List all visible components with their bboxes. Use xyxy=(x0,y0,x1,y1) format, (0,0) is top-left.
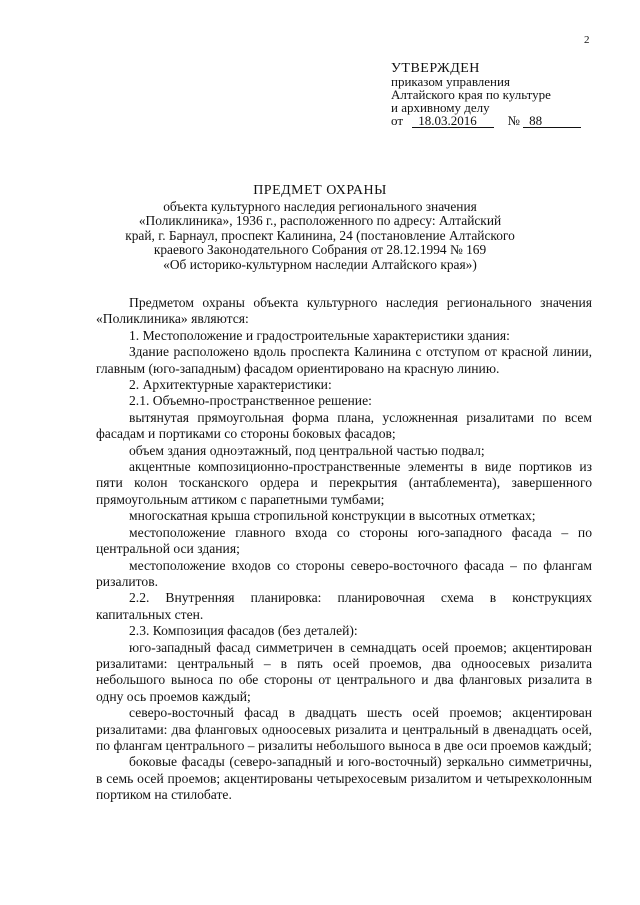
paragraph: 2.3. Композиция фасадов (без деталей): xyxy=(129,623,358,639)
header-line: объекта культурного наследия регионального значения xyxy=(163,198,477,214)
paragraph: 2.2. Внутренняя планировка: планировочная схема в конструкциях капитальных стен. xyxy=(96,590,592,622)
approval-date-line xyxy=(391,114,621,128)
paragraph: Предметом охраны объекта культурного наследия регионального значения «Поликлиника» являются: xyxy=(96,295,592,327)
paragraph: боковые фасады (северо-западный и юго-восточный) зеркально симметричны, в семь осей проемов; акцентированы четырехосевым ризалитом и четырехколонным портиком на стилобате. xyxy=(96,754,592,803)
paragraph: юго-западный фасад симметричен в семнадцать осей проемов; акцентирован ризалитами: центральный – в пять осей проемов, два одноосевых ризалита небольшого выноса по обе стороны от центрального и два фланговых ризалита в одну ось проемов каждый; xyxy=(96,639,592,704)
approval-from-label: от xyxy=(391,113,404,128)
approval-title: УТВЕРЖДЕН xyxy=(391,61,480,76)
paragraph: местоположение входов со стороны северо-восточного фасада – по флангам ризалитов. xyxy=(96,557,592,589)
paragraph: многоскатная крыша стропильной конструкции в высотных отметках; xyxy=(129,508,536,524)
document-header xyxy=(120,184,520,273)
approval-number-label: № xyxy=(507,113,520,128)
approval-line-2: Алтайского края по культуре xyxy=(391,87,551,102)
paragraph: 2.1. Объемно-пространственное решение: xyxy=(129,393,372,409)
header-line: краевого Законодательного Собрания от 28.12.1994 № 169 xyxy=(153,242,487,258)
page-number: 2 xyxy=(584,34,590,46)
approval-line-1: приказом управления xyxy=(391,74,510,89)
paragraph: 1. Местоположение и градостроительные характеристики здания: xyxy=(129,327,510,343)
header-line: «Поликлиника», 1936 г., расположенного по адресу: Алтайский xyxy=(138,213,502,229)
paragraph: акцентные композиционно-пространственные элементы в виде портиков из пяти колон тосканского ордера и перекрытия (антаблемента), завершенного прямоугольным аттиком с парапетными тумбами; xyxy=(96,459,592,507)
approval-stamp xyxy=(391,62,621,128)
paragraph: местоположение главного входа со стороны юго-западного фасада – по центральной оси здания; xyxy=(96,524,592,557)
approval-number: 88 xyxy=(523,115,581,128)
paragraph: Здание расположено вдоль проспекта Калинина с отступом от красной линии, главным (юго-западным) фасадом ориентировано на красную линию. xyxy=(96,344,592,376)
paragraph: объем здания одноэтажный, под центральной частью подвал; xyxy=(129,442,485,458)
paragraph: вытянутая прямоугольная форма плана, усложненная ризалитами по всем фасадам и портиками со стороны боковых фасадов; xyxy=(96,409,592,442)
document-body xyxy=(96,295,592,804)
header-line: «Об историко-культурном наследии Алтайского края») xyxy=(163,256,477,272)
paragraph: 2. Архитектурные характеристики: xyxy=(129,377,332,393)
header-line: край, г. Барнаул, проспект Калинина, 24 (постановление Алтайского xyxy=(125,227,515,243)
paragraph: северо-восточный фасад в двадцать шесть осей проемов; акцентирован ризалитами: два фланговых одноосевых ризалита и центральный в двенадцать осей, по флангам центрального – ризалиты небольшого выноса в две оси проемов каждый; xyxy=(96,705,592,753)
approval-date: 18.03.2016 xyxy=(412,115,494,128)
approval-line-3: и архивному делу xyxy=(391,100,490,115)
document-title: ПРЕДМЕТ ОХРАНЫ xyxy=(253,183,387,198)
